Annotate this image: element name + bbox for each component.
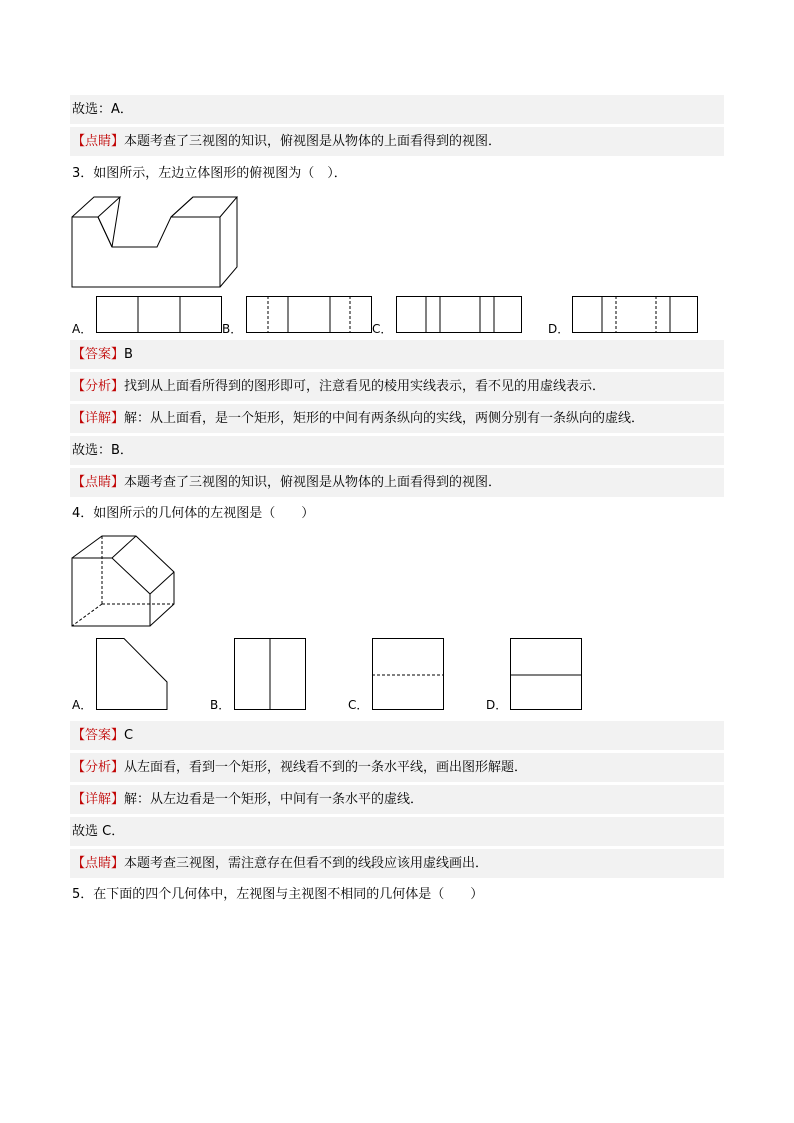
q3-comment-row [70,468,724,497]
q3-option-b-label: B． [222,322,243,336]
q3-option-d-figure [572,296,699,334]
comment-tag: 【点睛】 [72,134,125,149]
choose-text: 故选：B． [72,443,133,458]
comment-tag: 【点睛】 [72,856,125,871]
detail-tag: 【详解】 [72,792,125,807]
comment-text: 本题考查了三视图的知识，俯视图是从物体的上面看得到的视图． [124,134,502,149]
q4-comment-row [70,849,724,878]
detail-text: 解：从上面看，是一个矩形，矩形的中间有两条纵向的实线，两侧分别有一条纵向的虚线． [124,411,645,426]
analysis-text: 从左面看，看到一个矩形，视线看不到的一条水平线，画出图形解题． [124,760,528,775]
q4-option-a-figure [96,638,170,712]
q4-option-b-figure [234,638,308,712]
q3-choose-row [70,436,724,465]
analysis-text: 找到从上面看所得到的图形即可，注意看见的棱用实线表示，看不见的用虚线表示． [124,379,606,394]
choose-text: 故选：A． [72,102,133,117]
detail-text: 解：从左边看是一个矩形，中间有一条水平的虚线． [124,792,424,807]
detail-tag: 【详解】 [72,411,125,426]
q3-option-c-figure [396,296,523,334]
question-3-stem: 3．如图所示，左边立体图形的俯视图为（ ）． [72,166,347,181]
q3-solid-figure [70,192,242,292]
question-4-stem: 4．如图所示的几何体的左视图是（ ） [72,506,315,521]
q4-solid-figure [70,534,180,630]
q3-option-c-label: C． [372,322,393,336]
q4-option-b-label: B． [210,698,231,712]
q3-analysis-row [70,372,724,401]
q4-option-d-figure [510,638,584,712]
q3-answer-row [70,340,724,369]
q3-option-d-label: D． [548,322,570,336]
q4-analysis-row [70,753,724,782]
answer-tag: 【答案】 [72,347,125,362]
comment-text: 本题考查了三视图的知识，俯视图是从物体的上面看得到的视图． [124,475,502,490]
q3-option-a-figure [96,296,223,334]
q4-option-a-label: A． [72,698,93,712]
q3-option-b-figure [246,296,373,334]
answer-tag: 【答案】 [72,728,125,743]
answer-text: C [124,728,134,743]
q3-detail-row [70,404,724,433]
answer-text: B [124,347,133,362]
q4-detail-row [70,785,724,814]
solution-choose-row [70,95,724,124]
question-5-stem: 5．在下面的四个几何体中，左视图与主视图不相同的几何体是（ ） [72,887,484,902]
comment-tag: 【点睛】 [72,475,125,490]
analysis-tag: 【分析】 [72,379,125,394]
q4-choose-row [70,817,724,846]
q4-option-c-label: C． [348,698,369,712]
q4-option-c-figure [372,638,446,712]
comment-text: 本题考查三视图，需注意存在但看不到的线段应该用虚线画出． [124,856,489,871]
choose-text: 故选 C． [72,824,125,839]
analysis-tag: 【分析】 [72,760,125,775]
q3-option-a-label: A． [72,322,93,336]
q4-option-d-label: D． [486,698,508,712]
q4-answer-row [70,721,724,750]
solution-comment-row [70,127,724,156]
